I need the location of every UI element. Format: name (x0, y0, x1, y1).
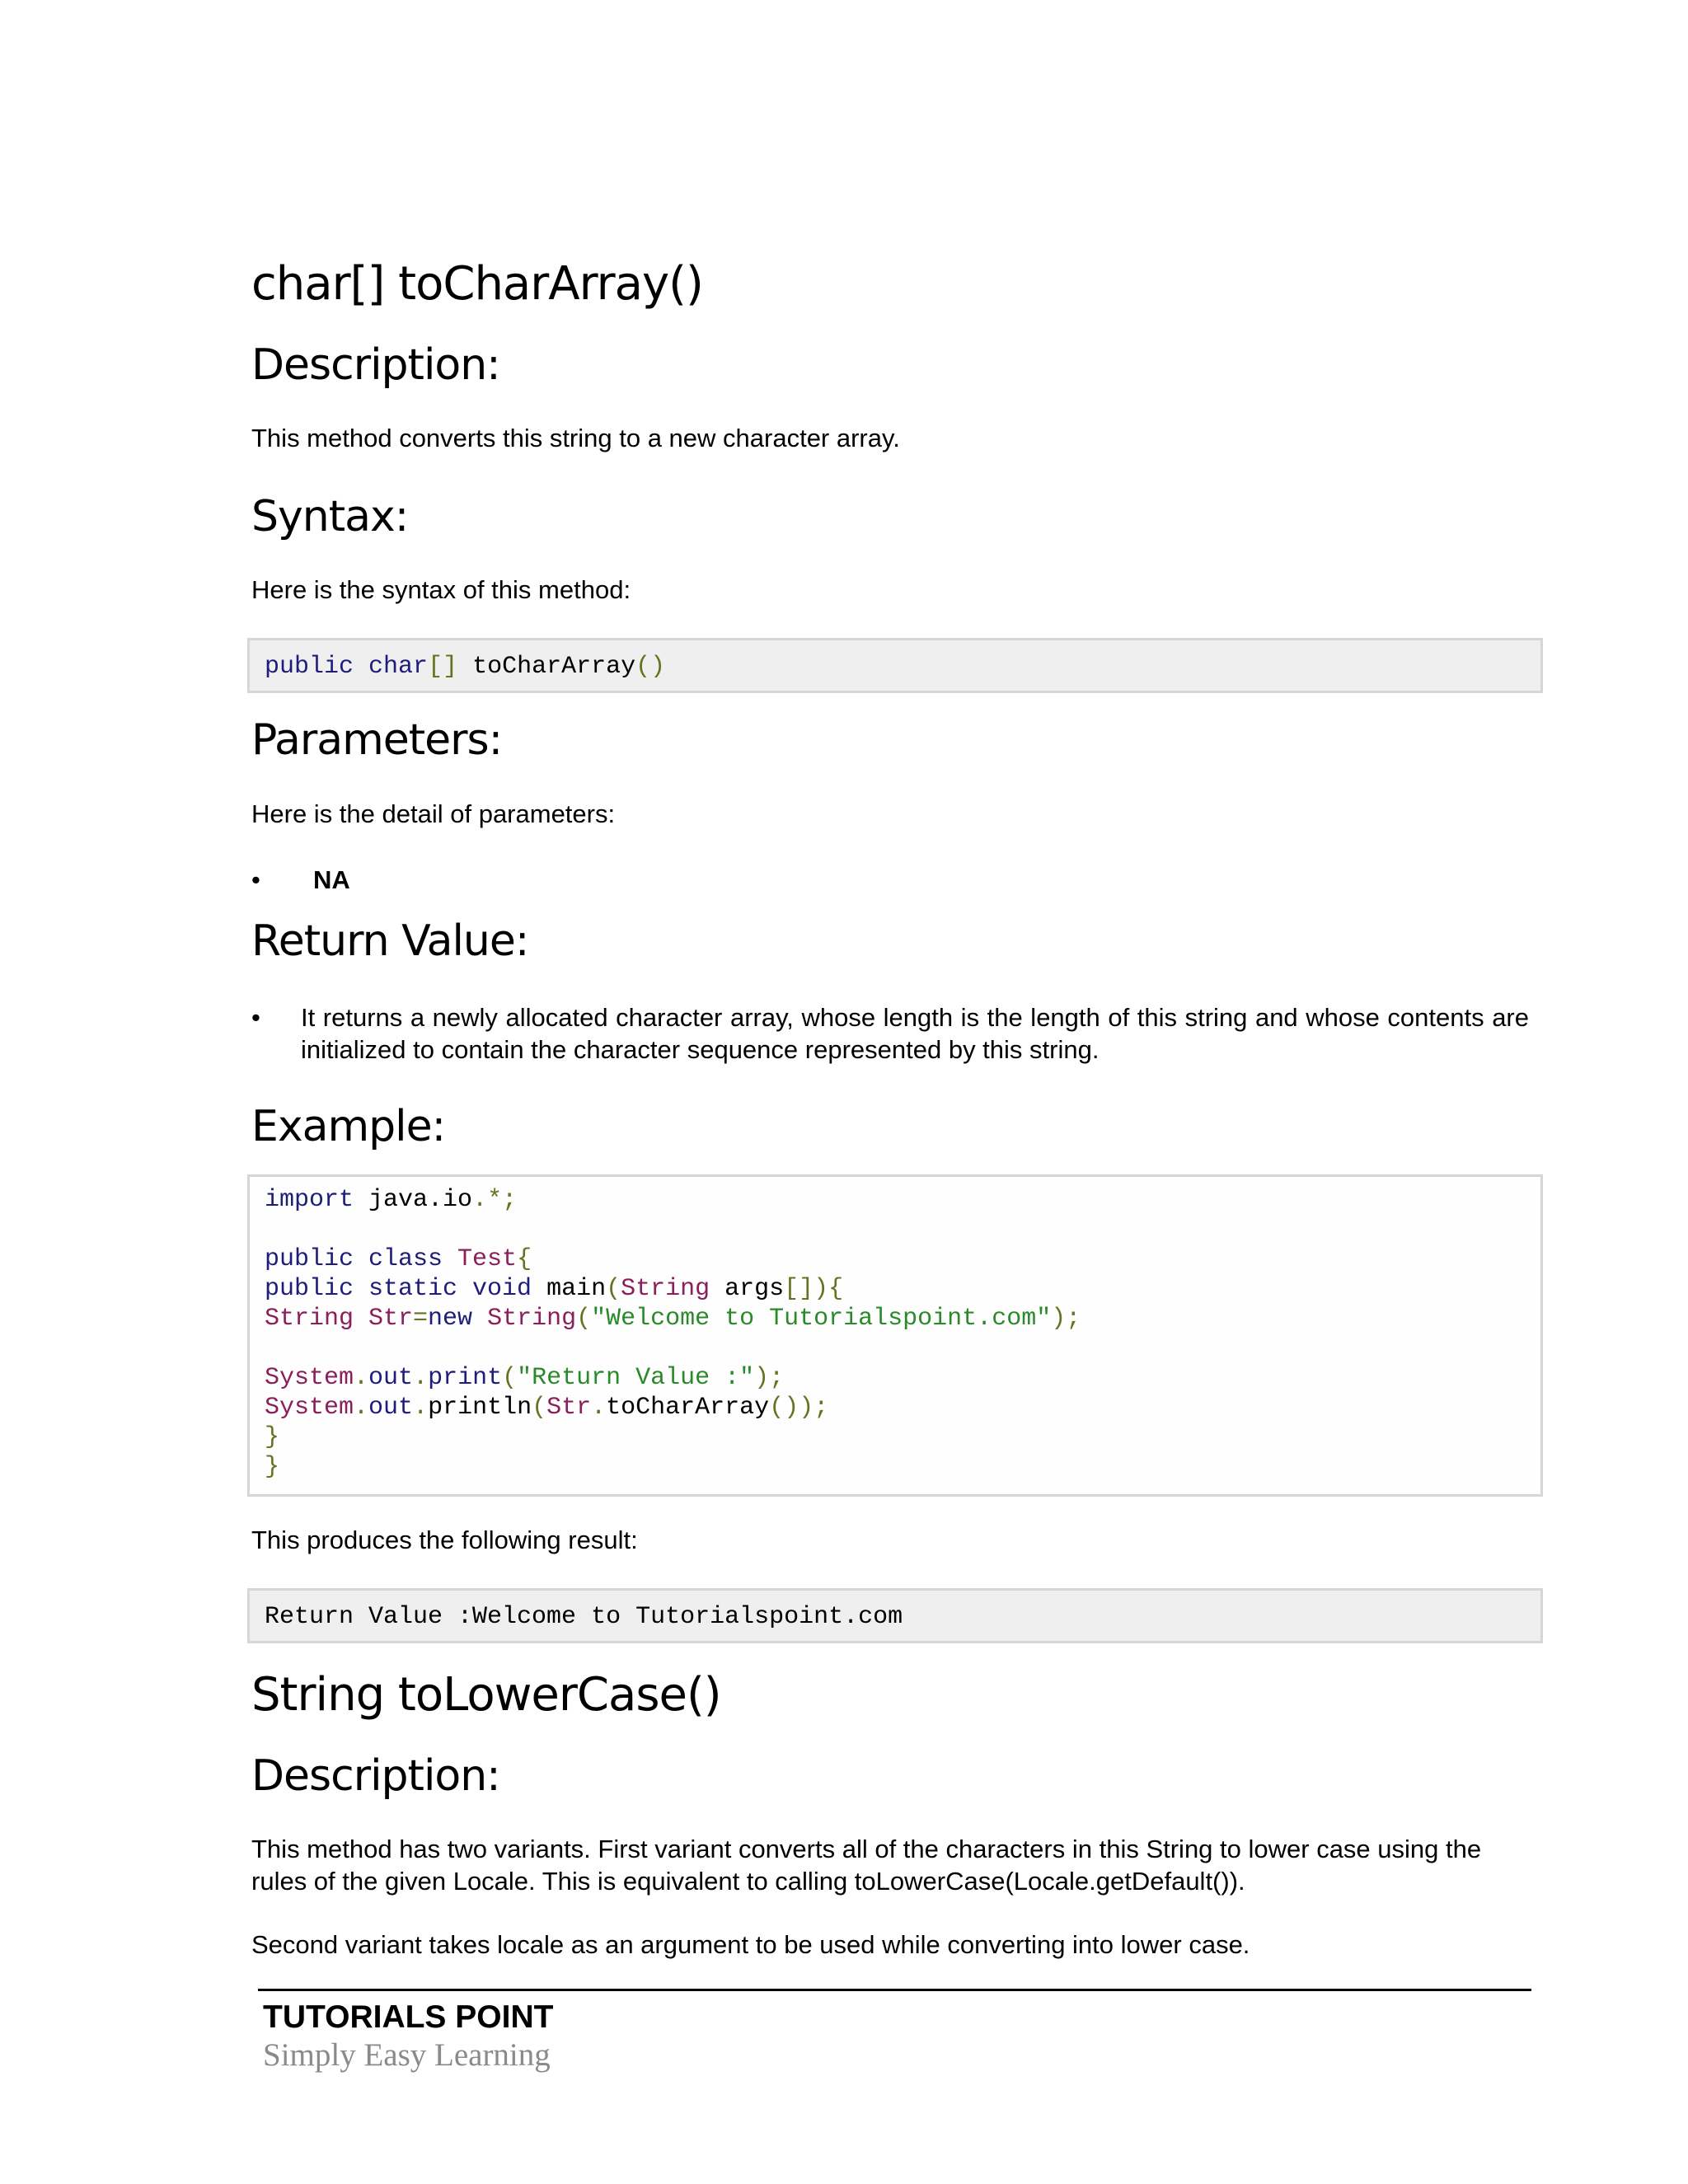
syntax-code-block: public char[] toCharArray() (247, 638, 1543, 693)
example-code-block: import java.io.*; public class Test{ public static void main(String args[]){ String Str=new String("Welcome to Tutorialspoint.com"); System.out.print("Return Value :"); System.out.println(Str.toCharArray()); } } (247, 1174, 1543, 1497)
footer-brand: TUTORIALS POINT (263, 1999, 554, 2035)
bullet-icon: • (251, 865, 260, 894)
parameters-intro: Here is the detail of parameters: (251, 799, 616, 828)
parameters-list-item (251, 864, 1543, 896)
description-heading: Description: (251, 340, 500, 390)
description-text-2: This method has two variants. First variant converts all of the characters in this String to lower case using the rules of the given Locale. This is equivalent to calling toLowerCase(Locale.getDefault()). (251, 1835, 1482, 1896)
return-value-text: It returns a newly allocated character array, whose length is the length of this string and whose contents are initialized to contain the character sequence represented by this string. (301, 1003, 1529, 1064)
parameters-heading: Parameters: (251, 715, 503, 765)
example-heading: Example: (251, 1102, 446, 1151)
bullet-icon: • (251, 1003, 260, 1032)
description-text-3: Second variant takes locale as an argument to be used while converting into lower case. (251, 1930, 1250, 1959)
parameters-item-text: NA (313, 865, 350, 894)
return-value-heading: Return Value: (251, 916, 529, 966)
method-title: char[] toCharArray() (251, 257, 703, 311)
return-value-list-item (251, 1001, 1529, 1066)
method-title-2: String toLowerCase() (251, 1668, 721, 1722)
description-heading-2: Description: (251, 1751, 500, 1801)
footer-tagline: Simply Easy Learning (263, 2037, 551, 2073)
syntax-intro: Here is the syntax of this method: (251, 575, 631, 604)
description-text: This method converts this string to a new character array. (251, 424, 900, 452)
result-output-block: Return Value :Welcome to Tutorialspoint.com (247, 1588, 1543, 1643)
syntax-heading: Syntax: (251, 492, 409, 541)
footer-divider (258, 1989, 1531, 1991)
result-intro: This produces the following result: (251, 1526, 638, 1554)
